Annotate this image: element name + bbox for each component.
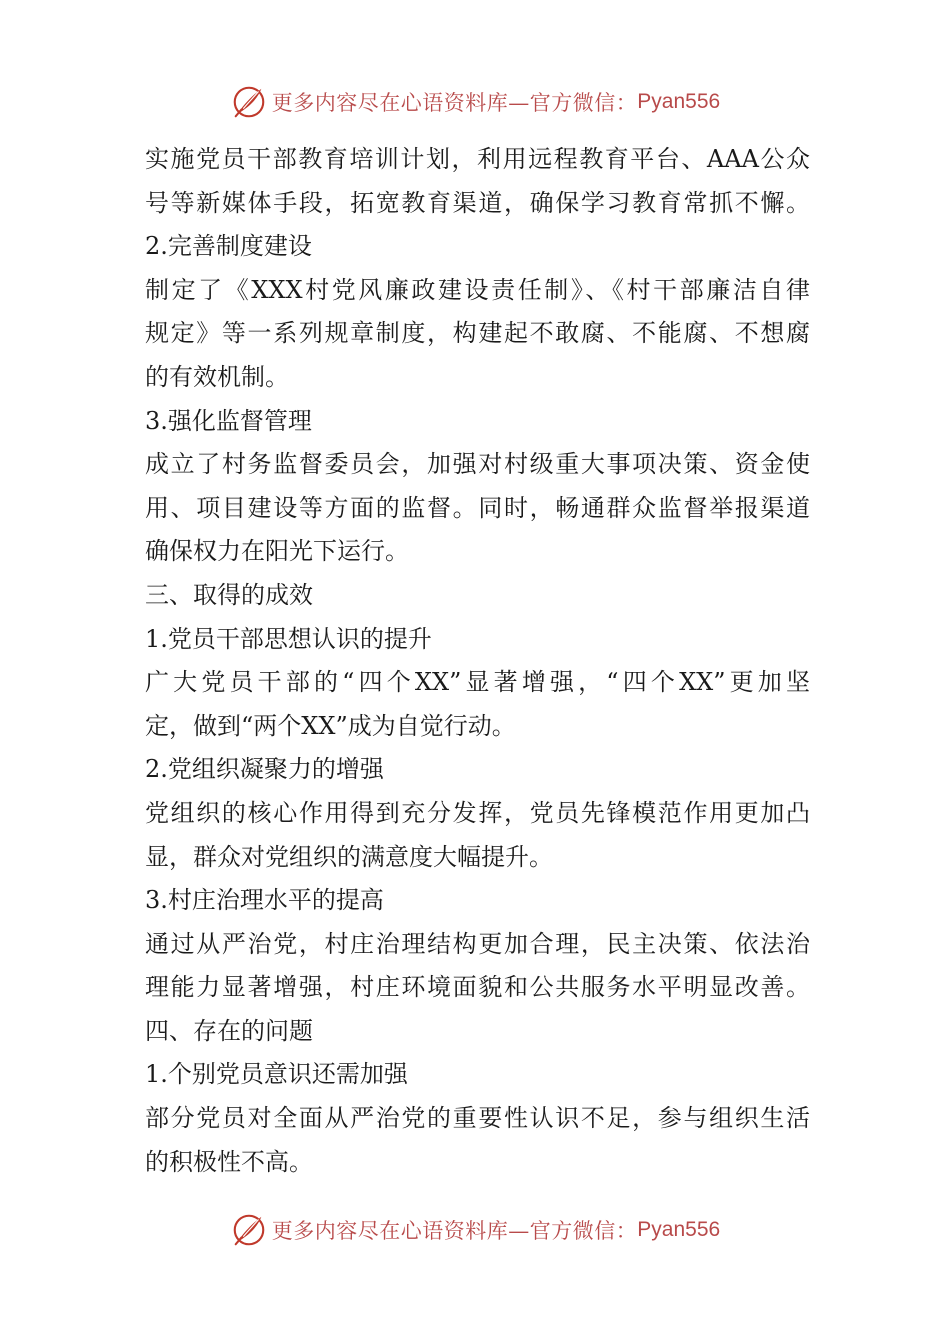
document-body	[145, 138, 810, 1184]
quill-pen-logo-icon	[230, 1211, 268, 1249]
quill-pen-logo-icon	[230, 83, 268, 121]
subsection-heading: 3.强化监督管理	[145, 406, 312, 435]
body-line: 部分党员对全面从严治党的重要性认识不足，参与组织生活	[145, 1104, 810, 1133]
subsection-heading: 1.党员干部思想认识的提升	[145, 624, 432, 653]
body-line: 号等新媒体手段，拓宽教育渠道，确保学习教育常抓不懈。	[145, 188, 810, 217]
section-heading: 三、取得的成效	[145, 580, 313, 609]
body-line: 定，做到“两个XX”成为自觉行动。	[145, 711, 516, 740]
header-watermark-banner	[0, 80, 950, 124]
body-line: 广大党员干部的“四个XX”显著增强，“四个XX”更加坚	[145, 668, 810, 697]
body-line: 成立了村务监督委员会，加强对村级重大事项决策、资金使	[145, 450, 810, 479]
section-heading: 四、存在的问题	[145, 1016, 313, 1045]
footer-watermark-handle: Pyan556	[637, 1218, 721, 1241]
body-line: 制定了《XXX村党风廉政建设责任制》、《村干部廉洁自律	[145, 275, 810, 304]
body-line: 的积极性不高。	[145, 1147, 313, 1176]
body-line: 党组织的核心作用得到充分发挥，党员先锋模范作用更加凸	[145, 798, 810, 827]
footer-watermark-banner	[0, 1208, 950, 1252]
subsection-heading: 2.党组织凝聚力的增强	[145, 755, 384, 784]
body-line: 理能力显著增强，村庄环境面貌和公共服务水平明显改善。	[145, 973, 810, 1002]
body-line: 实施党员干部教育培训计划，利用远程教育平台、AAA公众	[145, 145, 810, 173]
header-watermark-text: 更多内容尽在心语资料库—官方微信：	[271, 91, 638, 115]
body-line: 确保权力在阳光下运行。	[145, 537, 409, 566]
subsection-heading: 3.村庄治理水平的提高	[145, 886, 384, 915]
subsection-heading: 2.完善制度建设	[145, 232, 312, 261]
body-line: 规定》等一系列规章制度，构建起不敢腐、不能腐、不想腐	[145, 319, 810, 348]
body-line: 显，群众对党组织的满意度大幅提升。	[145, 842, 553, 871]
footer-watermark-text: 更多内容尽在心语资料库—官方微信：	[271, 1219, 638, 1243]
body-line: 通过从严治党，村庄治理结构更加合理，民主决策、依法治	[145, 929, 810, 958]
header-watermark-handle: Pyan556	[637, 90, 721, 113]
subsection-heading: 1.个别党员意识还需加强	[145, 1060, 408, 1089]
body-line: 用、项目建设等方面的监督。同时，畅通群众监督举报渠道	[145, 493, 810, 522]
body-line: 的有效机制。	[145, 362, 289, 391]
